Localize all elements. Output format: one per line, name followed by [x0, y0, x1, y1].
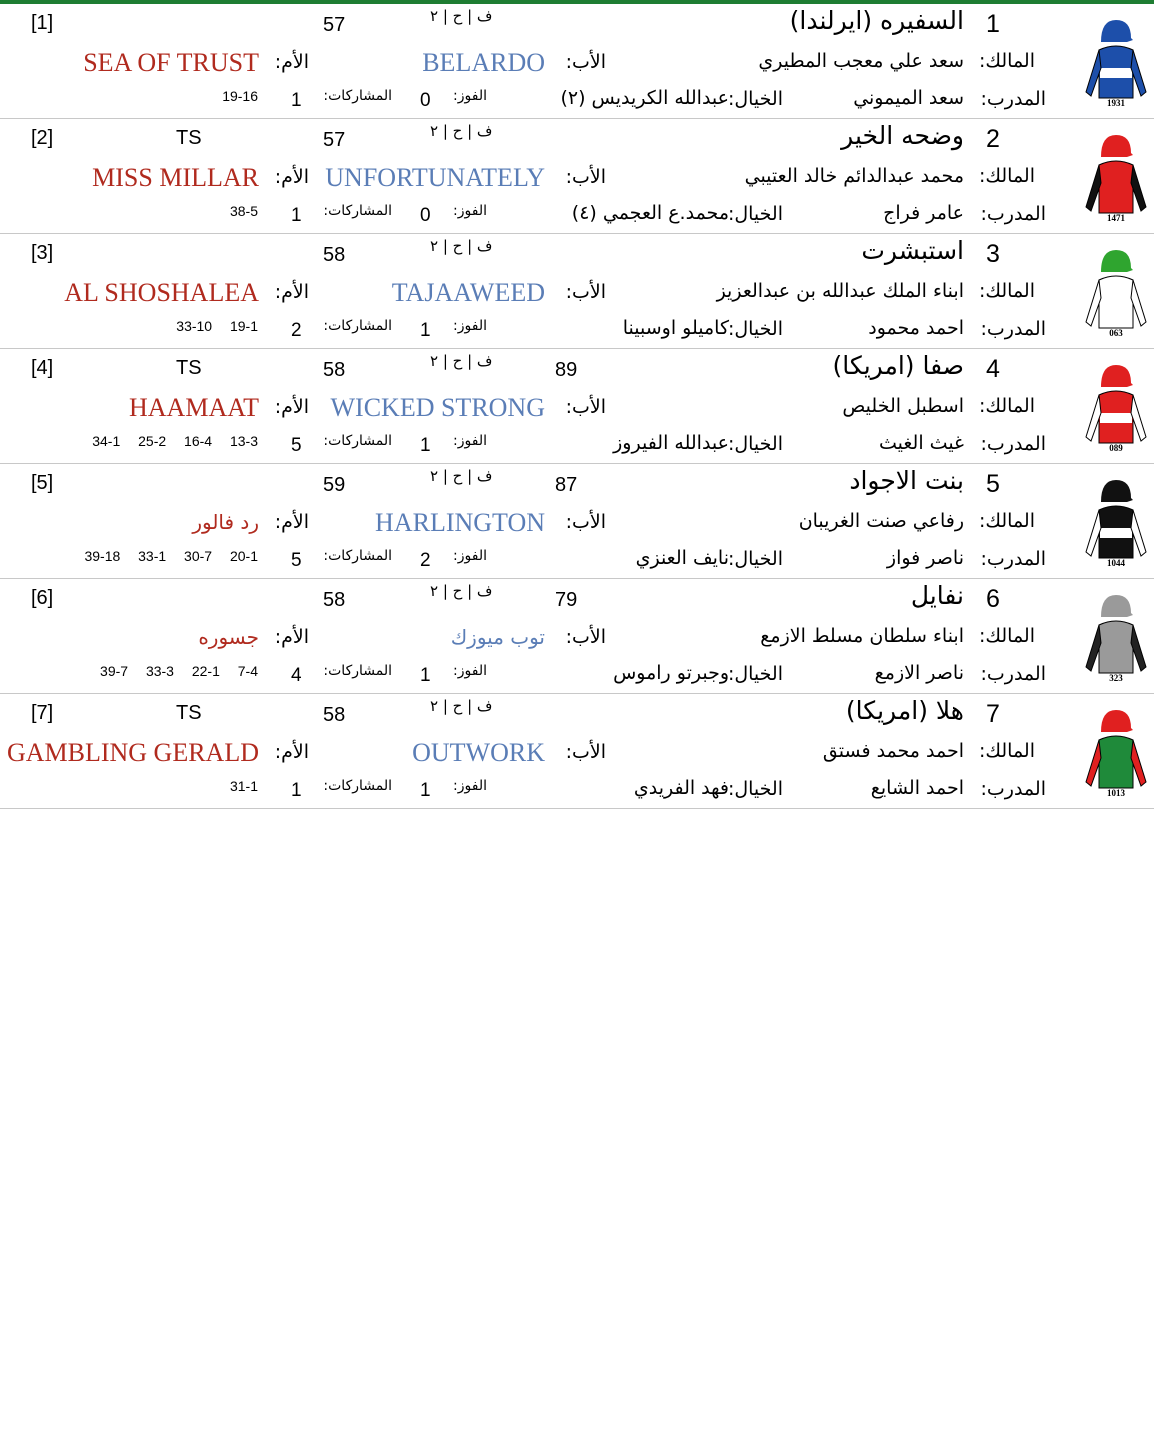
trainer-label: المدرب:: [980, 318, 1046, 340]
sire-label: الأب:: [565, 166, 606, 188]
wins-count: 0: [420, 205, 431, 226]
recent-placings: 39-18 33-1 30-7 20-1: [84, 548, 258, 564]
dam-name[interactable]: AL SHOSHALEA: [64, 278, 259, 307]
recent-placings: 33-10 19-1: [176, 318, 258, 334]
sire-label: الأب:: [565, 741, 606, 763]
runner-entry[interactable]: [0, 464, 1154, 579]
owner-name: محمد عبدالدائم خالد العتيبي: [744, 165, 964, 187]
svg-text:323: 323: [1109, 673, 1123, 683]
wins-count: 1: [420, 780, 431, 801]
wins-label: الفوز:: [453, 663, 487, 679]
jockey-label: الخيال:: [727, 433, 783, 455]
trainer-label: المدرب:: [980, 663, 1046, 685]
jockey-silks-icon: [1083, 476, 1149, 568]
runner-number: 6: [986, 585, 1000, 613]
form-indicator: ف | ح | ٢: [430, 122, 493, 140]
runner-entry[interactable]: [0, 579, 1154, 694]
draw-number: [7]: [31, 702, 54, 724]
carried-weight: 58: [323, 704, 346, 726]
trainer-label: المدرب:: [980, 548, 1046, 570]
dam-label: الأم:: [274, 51, 309, 73]
jockey-silks-icon: [1083, 591, 1149, 683]
trainer-name: احمد الشايع: [870, 777, 964, 799]
sire-label: الأب:: [565, 281, 606, 303]
svg-text:1471: 1471: [1107, 213, 1125, 223]
trainer-label: المدرب:: [980, 203, 1046, 225]
sire-label: الأب:: [565, 626, 606, 648]
ts-badge: TS: [176, 357, 202, 379]
ts-badge: TS: [176, 127, 202, 149]
trainer-name: عامر فراج: [883, 202, 964, 224]
starts-label: المشاركات:: [323, 548, 392, 564]
svg-text:1931: 1931: [1107, 98, 1125, 108]
runner-number: 2: [986, 125, 1000, 153]
owner-name: اسطبل الخليص: [842, 395, 964, 417]
svg-text:063: 063: [1109, 328, 1123, 338]
jockey-name: عبدالله الكريديس (٢): [560, 87, 729, 109]
trainer-name: احمد محمود: [868, 317, 964, 339]
jockey-silks-icon: [1083, 361, 1149, 453]
dam-label: الأم:: [274, 741, 309, 763]
sire-label: الأب:: [565, 396, 606, 418]
dam-label: الأم:: [274, 511, 309, 533]
owner-label: المالك:: [978, 510, 1035, 532]
runner-number: 7: [986, 700, 1000, 728]
svg-text:089: 089: [1109, 443, 1123, 453]
dam-name[interactable]: رد فالور: [192, 510, 259, 534]
wins-label: الفوز:: [453, 88, 487, 104]
starts-count: 1: [291, 90, 302, 111]
owner-name: ابناء سلطان مسلط الازمع: [760, 625, 964, 647]
owner-name: رفاعي صنت الغريبان: [798, 510, 964, 532]
wins-label: الفوز:: [453, 433, 487, 449]
owner-name: احمد محمد فستق: [822, 740, 964, 762]
runner-entry[interactable]: [0, 349, 1154, 464]
trainer-name: غيث الغيث: [879, 432, 964, 454]
owner-label: المالك:: [978, 740, 1035, 762]
horse-name[interactable]: السفيره (ايرلندا): [789, 6, 964, 35]
jockey-name: وجبرتو راموس: [613, 662, 729, 684]
sire-label: الأب:: [565, 51, 606, 73]
jockey-label: الخيال:: [727, 88, 783, 110]
owner-label: المالك:: [978, 165, 1035, 187]
carried-weight: 57: [323, 129, 346, 151]
horse-name[interactable]: صفا (امريكا): [832, 351, 964, 380]
sire-label: الأب:: [565, 511, 606, 533]
horse-name[interactable]: هلا (امريكا): [845, 696, 964, 725]
runner-number: 5: [986, 470, 1000, 498]
horse-rating: 79: [555, 589, 578, 611]
ts-badge: TS: [176, 702, 202, 724]
recent-placings: 39-7 33-3 22-1 7-4: [100, 663, 258, 679]
runner-entry[interactable]: [0, 694, 1154, 809]
carried-weight: 58: [323, 244, 346, 266]
dam-name[interactable]: MISS MILLAR: [92, 163, 259, 192]
trainer-label: المدرب:: [980, 88, 1046, 110]
wins-count: 1: [420, 665, 431, 686]
jockey-silks-icon: [1083, 16, 1149, 108]
sire-name[interactable]: توب ميوزك: [450, 625, 545, 649]
wins-count: 2: [420, 550, 431, 571]
horse-name[interactable]: استبشرت: [861, 236, 964, 265]
runner-entry[interactable]: [0, 234, 1154, 349]
carried-weight: 57: [323, 14, 346, 36]
recent-placings: 31-1: [229, 778, 258, 794]
owner-label: المالك:: [978, 280, 1035, 302]
jockey-silks-icon: [1083, 246, 1149, 338]
draw-number: [3]: [31, 242, 54, 264]
sire-name[interactable]: WICKED STRONG: [330, 393, 545, 422]
recent-placings: 19-16: [222, 88, 258, 104]
starts-label: المشاركات:: [323, 663, 392, 679]
carried-weight: 59: [323, 474, 346, 496]
owner-name: ابناء الملك عبدالله بن عبدالعزيز: [716, 280, 964, 302]
draw-number: [2]: [31, 127, 54, 149]
wins-label: الفوز:: [453, 778, 487, 794]
jockey-label: الخيال:: [727, 203, 783, 225]
form-indicator: ف | ح | ٢: [430, 352, 493, 370]
wins-label: الفوز:: [453, 203, 487, 219]
horse-name[interactable]: بنت الاجواد: [849, 466, 964, 495]
trainer-name: ناصر فواز: [886, 547, 964, 569]
wins-count: 1: [420, 320, 431, 341]
recent-placings: 38-5: [229, 203, 258, 219]
jockey-silks-icon: [1083, 706, 1149, 798]
jockey-name: كاميلو اوسبينا: [622, 317, 729, 339]
svg-text:1013: 1013: [1107, 788, 1125, 798]
starts-count: 1: [291, 205, 302, 226]
jockey-label: الخيال:: [727, 663, 783, 685]
draw-number: [6]: [31, 587, 54, 609]
jockey-name: عبدالله الفيروز: [613, 432, 729, 454]
dam-name[interactable]: HAAMAAT: [129, 393, 259, 422]
wins-label: الفوز:: [453, 318, 487, 334]
wins-count: 1: [420, 435, 431, 456]
trainer-name: سعد الميموني: [853, 87, 964, 109]
dam-label: الأم:: [274, 281, 309, 303]
draw-number: [5]: [31, 472, 54, 494]
runner-number: 1: [986, 10, 1000, 38]
starts-label: المشاركات:: [323, 203, 392, 219]
trainer-name: ناصر الازمع: [874, 662, 964, 684]
owner-name: سعد علي معجب المطيري: [758, 50, 964, 72]
starts-count: 5: [291, 550, 302, 571]
starts-label: المشاركات:: [323, 88, 392, 104]
sire-name[interactable]: TAJAAWEED: [391, 278, 545, 307]
horse-rating: 89: [555, 359, 578, 381]
sire-name[interactable]: UNFORTUNATELY: [325, 163, 545, 192]
jockey-name: محمد.ع العجمي (٤): [571, 202, 729, 224]
dam-label: الأم:: [274, 626, 309, 648]
form-indicator: ف | ح | ٢: [430, 582, 493, 600]
starts-label: المشاركات:: [323, 778, 392, 794]
owner-label: المالك:: [978, 395, 1035, 417]
wins-label: الفوز:: [453, 548, 487, 564]
runner-number: 4: [986, 355, 1000, 383]
dam-name[interactable]: GAMBLING GERALD: [6, 738, 259, 767]
horse-rating: 87: [555, 474, 578, 496]
jockey-name: فهد الفريدي: [633, 777, 729, 799]
runner-entry[interactable]: [0, 119, 1154, 234]
jockey-label: الخيال:: [727, 778, 783, 800]
starts-count: 5: [291, 435, 302, 456]
owner-label: المالك:: [978, 50, 1035, 72]
dam-name[interactable]: SEA OF TRUST: [83, 48, 259, 77]
svg-text:1044: 1044: [1107, 558, 1125, 568]
form-indicator: ف | ح | ٢: [430, 467, 493, 485]
carried-weight: 58: [323, 589, 346, 611]
form-indicator: ف | ح | ٢: [430, 697, 493, 715]
jockey-label: الخيال:: [727, 318, 783, 340]
form-indicator: ف | ح | ٢: [430, 7, 493, 25]
sire-name[interactable]: OUTWORK: [412, 738, 545, 767]
sire-name[interactable]: HARLINGTON: [375, 508, 545, 537]
owner-label: المالك:: [978, 625, 1035, 647]
jockey-name: نايف العنزي: [635, 547, 729, 569]
form-indicator: ف | ح | ٢: [430, 237, 493, 255]
sire-name[interactable]: BELARDO: [422, 48, 545, 77]
draw-number: [4]: [31, 357, 54, 379]
dam-label: الأم:: [274, 166, 309, 188]
dam-name[interactable]: جسوره: [198, 625, 259, 649]
horse-name[interactable]: نفايل: [910, 581, 964, 610]
recent-placings: 34-1 25-2 16-4 13-3: [92, 433, 258, 449]
draw-number: [1]: [31, 12, 54, 34]
trainer-label: المدرب:: [980, 778, 1046, 800]
starts-count: 2: [291, 320, 302, 341]
carried-weight: 58: [323, 359, 346, 381]
runner-entry[interactable]: [0, 4, 1154, 119]
jockey-silks-icon: [1083, 131, 1149, 223]
trainer-label: المدرب:: [980, 433, 1046, 455]
jockey-label: الخيال:: [727, 548, 783, 570]
starts-label: المشاركات:: [323, 318, 392, 334]
starts-count: 1: [291, 780, 302, 801]
starts-label: المشاركات:: [323, 433, 392, 449]
horse-name[interactable]: وضحه الخير: [841, 121, 964, 150]
runner-number: 3: [986, 240, 1000, 268]
wins-count: 0: [420, 90, 431, 111]
starts-count: 4: [291, 665, 302, 686]
dam-label: الأم:: [274, 396, 309, 418]
